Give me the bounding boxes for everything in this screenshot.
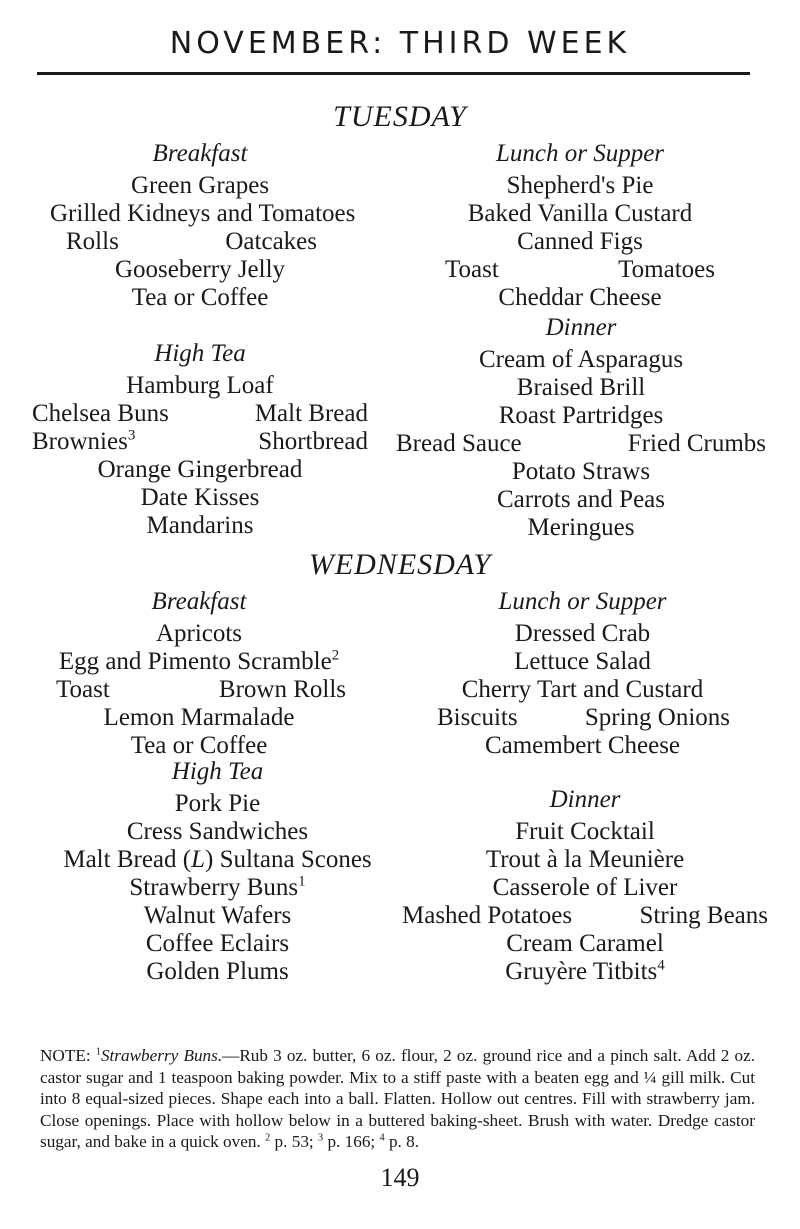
menu-item: Dressed Crab (514, 620, 651, 647)
menu-item: Cream Caramel (506, 930, 664, 957)
menu-item: Grilled Kidneys and Tomatoes (50, 200, 356, 227)
recipe-note: NOTE: $^1$Strawberry Buns.—Rub 3 oz. butter, 6 oz. flour, 2 oz. ground rice and a pinch salt. Add 2 oz. castor sugar and 1 teaspoon baking powder. Mix to a stiff paste with a beaten egg and ¼ gill milk. Cut into 8 equal-sized pieces. Shape each into a ball. Flatten. Hollow out centres. Fill with strawberry jam. Close openings. Place with hollow below in a buttered baking-sheet. Brush with water. Dredge castor sugar, and bake in a quick oven. $^2$ p. 53; $^3$ p. 166; $^4$ p. 8. (40, 1046, 756, 1151)
menu-item: Shortbread (258, 428, 368, 455)
menu-item: Hamburg Loaf (126, 372, 274, 399)
lunch-heading: Lunch or Supper (495, 140, 665, 167)
wednesday-dinner (402, 786, 768, 986)
menu-item: Canned Figs (517, 228, 643, 255)
menu-item: Casserole of Liver (492, 874, 678, 901)
menu-item: Gruyère Titbits$^4$ (505, 957, 665, 985)
menu-item: Malt Bread (L) Sultana Scones (63, 846, 372, 873)
menu-item: Brown Rolls (218, 676, 346, 703)
menu-item: Mandarins (146, 512, 254, 539)
menu-item: Apricots (155, 620, 243, 647)
menu-item: Tomatoes (618, 256, 715, 283)
menu-item: Biscuits (437, 704, 518, 731)
menu-item: Gooseberry Jelly (114, 256, 286, 283)
menu-item: Oatcakes (225, 228, 317, 255)
menu-item: Brownies$^3$ (32, 427, 136, 455)
menu-item-pair (34, 676, 364, 704)
high-tea-heading: High Tea (154, 340, 246, 367)
tuesday-high-tea (32, 340, 368, 540)
menu-item: Braised Brill (516, 374, 646, 401)
menu-item: Cherry Tart and Custard (461, 676, 704, 703)
menu-item: Cress Sandwiches (126, 818, 309, 845)
menu-item: Potato Straws (511, 458, 651, 485)
menu-item: Toast (445, 256, 499, 283)
header-rule (37, 72, 750, 75)
tuesday-lunch (445, 140, 715, 312)
menu-item-pair (396, 430, 766, 458)
page-number: 149 (380, 1163, 420, 1192)
menu-item: Trout à la Meunière (485, 846, 685, 873)
menu-item: Cream of Asparagus (478, 346, 684, 373)
menu-item: Coffee Eclairs (145, 930, 290, 957)
menu-item: Chelsea Buns (32, 400, 169, 427)
day-title-tuesday: TUESDAY (333, 100, 467, 133)
menu-item: Baked Vanilla Custard (467, 200, 693, 227)
page-header: NOVEMBER: THIRD WEEK (169, 26, 631, 61)
note-label: NOTE: (40, 1046, 96, 1065)
menu-item-pair (32, 400, 368, 428)
menu-item: Golden Plums (146, 958, 289, 985)
menu-item-pair (425, 704, 740, 732)
tuesday-dinner (396, 314, 766, 542)
menu-item: Mashed Potatoes (402, 902, 573, 929)
recipe-name: Strawberry Buns. (100, 1046, 223, 1065)
menu-item: Pork Pie (174, 790, 261, 817)
menu-item-pair (32, 428, 368, 456)
day-title-wednesday: WEDNESDAY (308, 548, 492, 581)
menu-item: Walnut Wafers (143, 902, 292, 929)
menu-item: Green Grapes (130, 172, 270, 199)
menu-item: Tea or Coffee (131, 284, 269, 311)
lunch-heading: Lunch or Supper (498, 588, 667, 615)
menu-item: Bread Sauce (396, 430, 522, 457)
menu-item-pair (445, 256, 715, 284)
menu-item: Fruit Cocktail (515, 818, 655, 845)
dinner-heading: Dinner (545, 314, 617, 341)
menu-item: String Beans (639, 902, 768, 929)
menu-item: Meringues (527, 514, 635, 541)
menu-item: Strawberry Buns$^1$ (129, 873, 306, 901)
breakfast-heading: Breakfast (152, 140, 248, 167)
menu-item-pair (50, 228, 350, 256)
wednesday-breakfast (34, 588, 364, 760)
menu-item: Carrots and Peas (496, 486, 666, 513)
menu-item: Toast (56, 676, 110, 703)
wednesday-lunch (425, 588, 740, 760)
dinner-heading: Dinner (549, 786, 621, 813)
menu-item: Egg and Pimento Scramble$^2$ (58, 647, 340, 675)
menu-item: Fried Crumbs (627, 430, 766, 457)
menu-item: Camembert Cheese (484, 732, 681, 759)
high-tea-heading: High Tea (171, 758, 264, 785)
menu-item-pair (402, 902, 768, 930)
menu-item: Lettuce Salad (514, 648, 651, 675)
menu-item: Lemon Marmalade (103, 704, 295, 731)
menu-item: Cheddar Cheese (498, 284, 662, 311)
menu-item: Orange Gingerbread (97, 456, 303, 483)
menu-item: Malt Bread (254, 400, 368, 427)
menu-item: Spring Onions (584, 704, 730, 731)
menu-item: Shepherd's Pie (506, 172, 654, 199)
tuesday-breakfast (50, 140, 356, 312)
menu-item: Tea or Coffee (130, 732, 268, 759)
menu-item: Date Kisses (140, 484, 260, 511)
menu-item: Rolls (66, 228, 119, 255)
note-text: —Rub 3 oz. butter, 6 oz. flour, 2 oz. ground rice and a pinch salt. Add 2 oz. castor sugar and 1 teaspoon baking powder. Mix to a stiff paste with a beaten egg and ¼ gill milk. Cut into 8 equal-sized pieces. Shape each into a ball. Flatten. Hollow out centres. Fill with strawberry jam. Close openings. Place with hollow below in a buttered baking-sheet. Brush with water. Dredge castor sugar, and bake in a quick oven. (40, 1046, 756, 1151)
wednesday-high-tea (30, 758, 405, 986)
menu-item: Roast Partridges (498, 402, 664, 429)
breakfast-heading: Breakfast (151, 588, 247, 615)
